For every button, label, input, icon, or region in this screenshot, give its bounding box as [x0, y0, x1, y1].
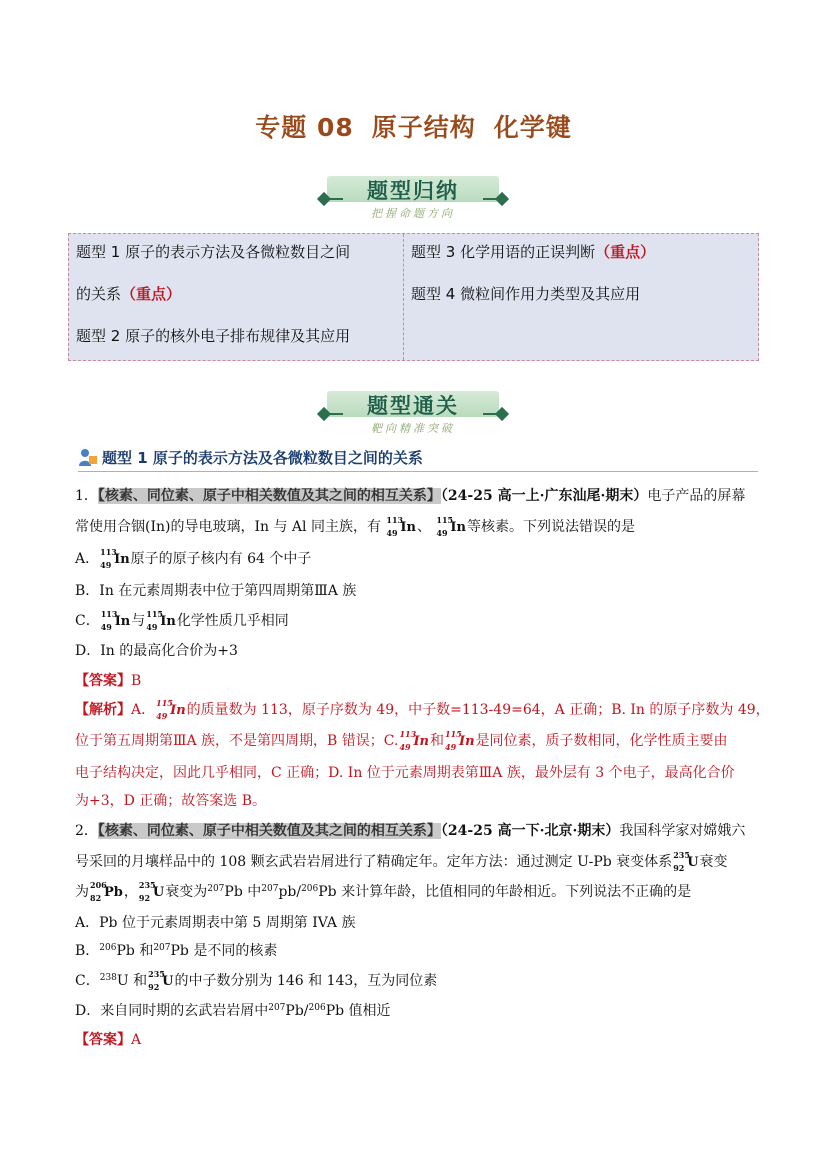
q1-option-c: C． 113 49 In与 115 49 In化学性质几乎相同	[75, 609, 289, 632]
banner-sub-text: 把握命题方向	[371, 207, 455, 220]
q1-option-d: D．In 的最高化合价为+3	[75, 643, 238, 659]
banner-main-text: 题型归纳	[367, 179, 459, 203]
banner-question-practice	[319, 389, 507, 437]
isotope-in115: 115 49 In	[445, 729, 475, 752]
q2-option-a: A．Pb 位于元素周期表中第 5 周期第 IVA 族	[75, 915, 356, 931]
page-title	[0, 108, 827, 144]
summary-type-3: 题型 3 化学用语的正误判断（重点）	[411, 243, 656, 261]
isotope-in115: 115 49 In	[146, 609, 176, 632]
q2-option-d: D．来自同时期的玄武岩岩屑中$^{207}$Pb/$^{206}$Pb 值相近	[75, 1003, 391, 1019]
banner-sub-text: 靶向精准突破	[371, 422, 455, 435]
q2-option-b: B．$^{206}$Pb 和$^{207}$Pb 是不同的核素	[75, 943, 278, 959]
q1-source: （24-25 高一上·广东汕尾·期末）	[440, 488, 648, 504]
title-topic-number: 专题 08	[255, 113, 354, 142]
q2-stem-line3: 为 206 82 Pb， 235 92 U衰变为$^{207}$Pb 中$^{207}$pb/$^{206}$Pb 来计算年龄，比值相同的年龄相近。下列说法不正确的是	[75, 880, 692, 903]
q1-explanation-line4: 为+3，D 正确；故答案选 B。	[75, 793, 267, 809]
banner-question-types	[319, 174, 507, 222]
summary-type-4: 题型 4 微粒间作用力类型及其应用	[411, 285, 641, 303]
q1-stem-line1: 1．【核素、同位素、原子中相关数值及其之间的相互关系】（24-25 高一上·广东汕尾·期末）电子产品的屏幕	[75, 488, 746, 504]
q1-stem-line2: 常使用合铟(In)的导电玻璃，In 与 Al 同主族，有 113 49 In、 115 49 In等核素。下列说法错误的是	[75, 515, 635, 538]
isotope-in115: 115 49 In	[156, 698, 186, 721]
isotope-u235: 235 92 U	[138, 880, 165, 903]
section-heading: 题型 1 原子的表示方法及各微粒数目之间的关系	[78, 447, 423, 468]
q1-explanation-line1: 【解析】A． 115 49 In的质量数为 113，原子序数为 49，中子数=113-49=64，A 正确；B. In 的原子序数为 49，	[75, 698, 770, 721]
isotope-in115: 115 49 In	[436, 515, 466, 538]
key-point-badge: （重点）	[121, 285, 182, 303]
isotope-pb206: 206 82 Pb	[90, 880, 123, 903]
isotope-in113: 113 49 In	[100, 609, 131, 632]
title-topic-1: 原子结构	[371, 113, 476, 142]
title-topic-2: 化学键	[493, 113, 572, 142]
banner-main-text: 题型通关	[367, 394, 459, 418]
q1-option-a: A． 113 49 In原子的原子核内有 64 个中子	[75, 547, 312, 570]
isotope-in113: 113 49 In	[399, 729, 430, 752]
summary-type-1: 题型 1 原子的表示方法及各微粒数目之间	[76, 243, 351, 261]
q2-source: （24-25 高一下·北京·期末）	[440, 823, 620, 839]
q2-topic-tag: 【核素、同位素、原子中相关数值及其之间的相互关系】	[97, 823, 441, 839]
q2-stem-line1: 2．【核素、同位素、原子中相关数值及其之间的相互关系】（24-25 高一下·北京·期末）我国科学家对嫦娥六	[75, 823, 746, 839]
q1-explanation-line2: 位于第五周期第ⅢA 族，不是第四周期，B 错误；C. 113 49 In和 115 49 In是同位素，质子数相同，化学性质主要由	[75, 729, 728, 752]
key-point-badge: （重点）	[595, 243, 656, 261]
isotope-in113: 113 49 In	[100, 547, 130, 570]
q2-stem-line2: 号采回的月壤样品中的 108 颗玄武岩岩屑进行了精确定年。定年方法：通过测定 U-Pb 衰变体系 235 92 U衰变	[75, 850, 728, 873]
q2-option-c: C．$^{238}$U 和 235 92 U的中子数分别为 146 和 143，互为同位素	[75, 969, 438, 992]
q1-option-b: B．In 在元素周期表中位于第四周期第ⅢA 族	[75, 583, 357, 599]
q1-topic-tag: 【核素、同位素、原子中相关数值及其之间的相互关系】	[97, 488, 441, 504]
isotope-u235: 235 92 U	[148, 969, 174, 992]
summary-type-2: 题型 2 原子的核外电子排布规律及其应用	[76, 327, 351, 345]
person-icon	[78, 447, 98, 467]
q2-answer: 【答案】A	[75, 1032, 142, 1048]
summary-type-1-cont: 的关系（重点）	[76, 285, 182, 303]
q1-answer: 【答案】B	[75, 673, 142, 689]
question-type-summary	[68, 233, 759, 361]
q1-explanation-line3: 电子结构决定，因此几乎相同，C 正确；D. In 位于元素周期表第ⅢA 族，最外层有 3 个电子，最高化合价	[75, 765, 735, 781]
isotope-in113: 113 49 In	[386, 515, 416, 538]
isotope-u235: 235 92 U	[673, 850, 699, 873]
